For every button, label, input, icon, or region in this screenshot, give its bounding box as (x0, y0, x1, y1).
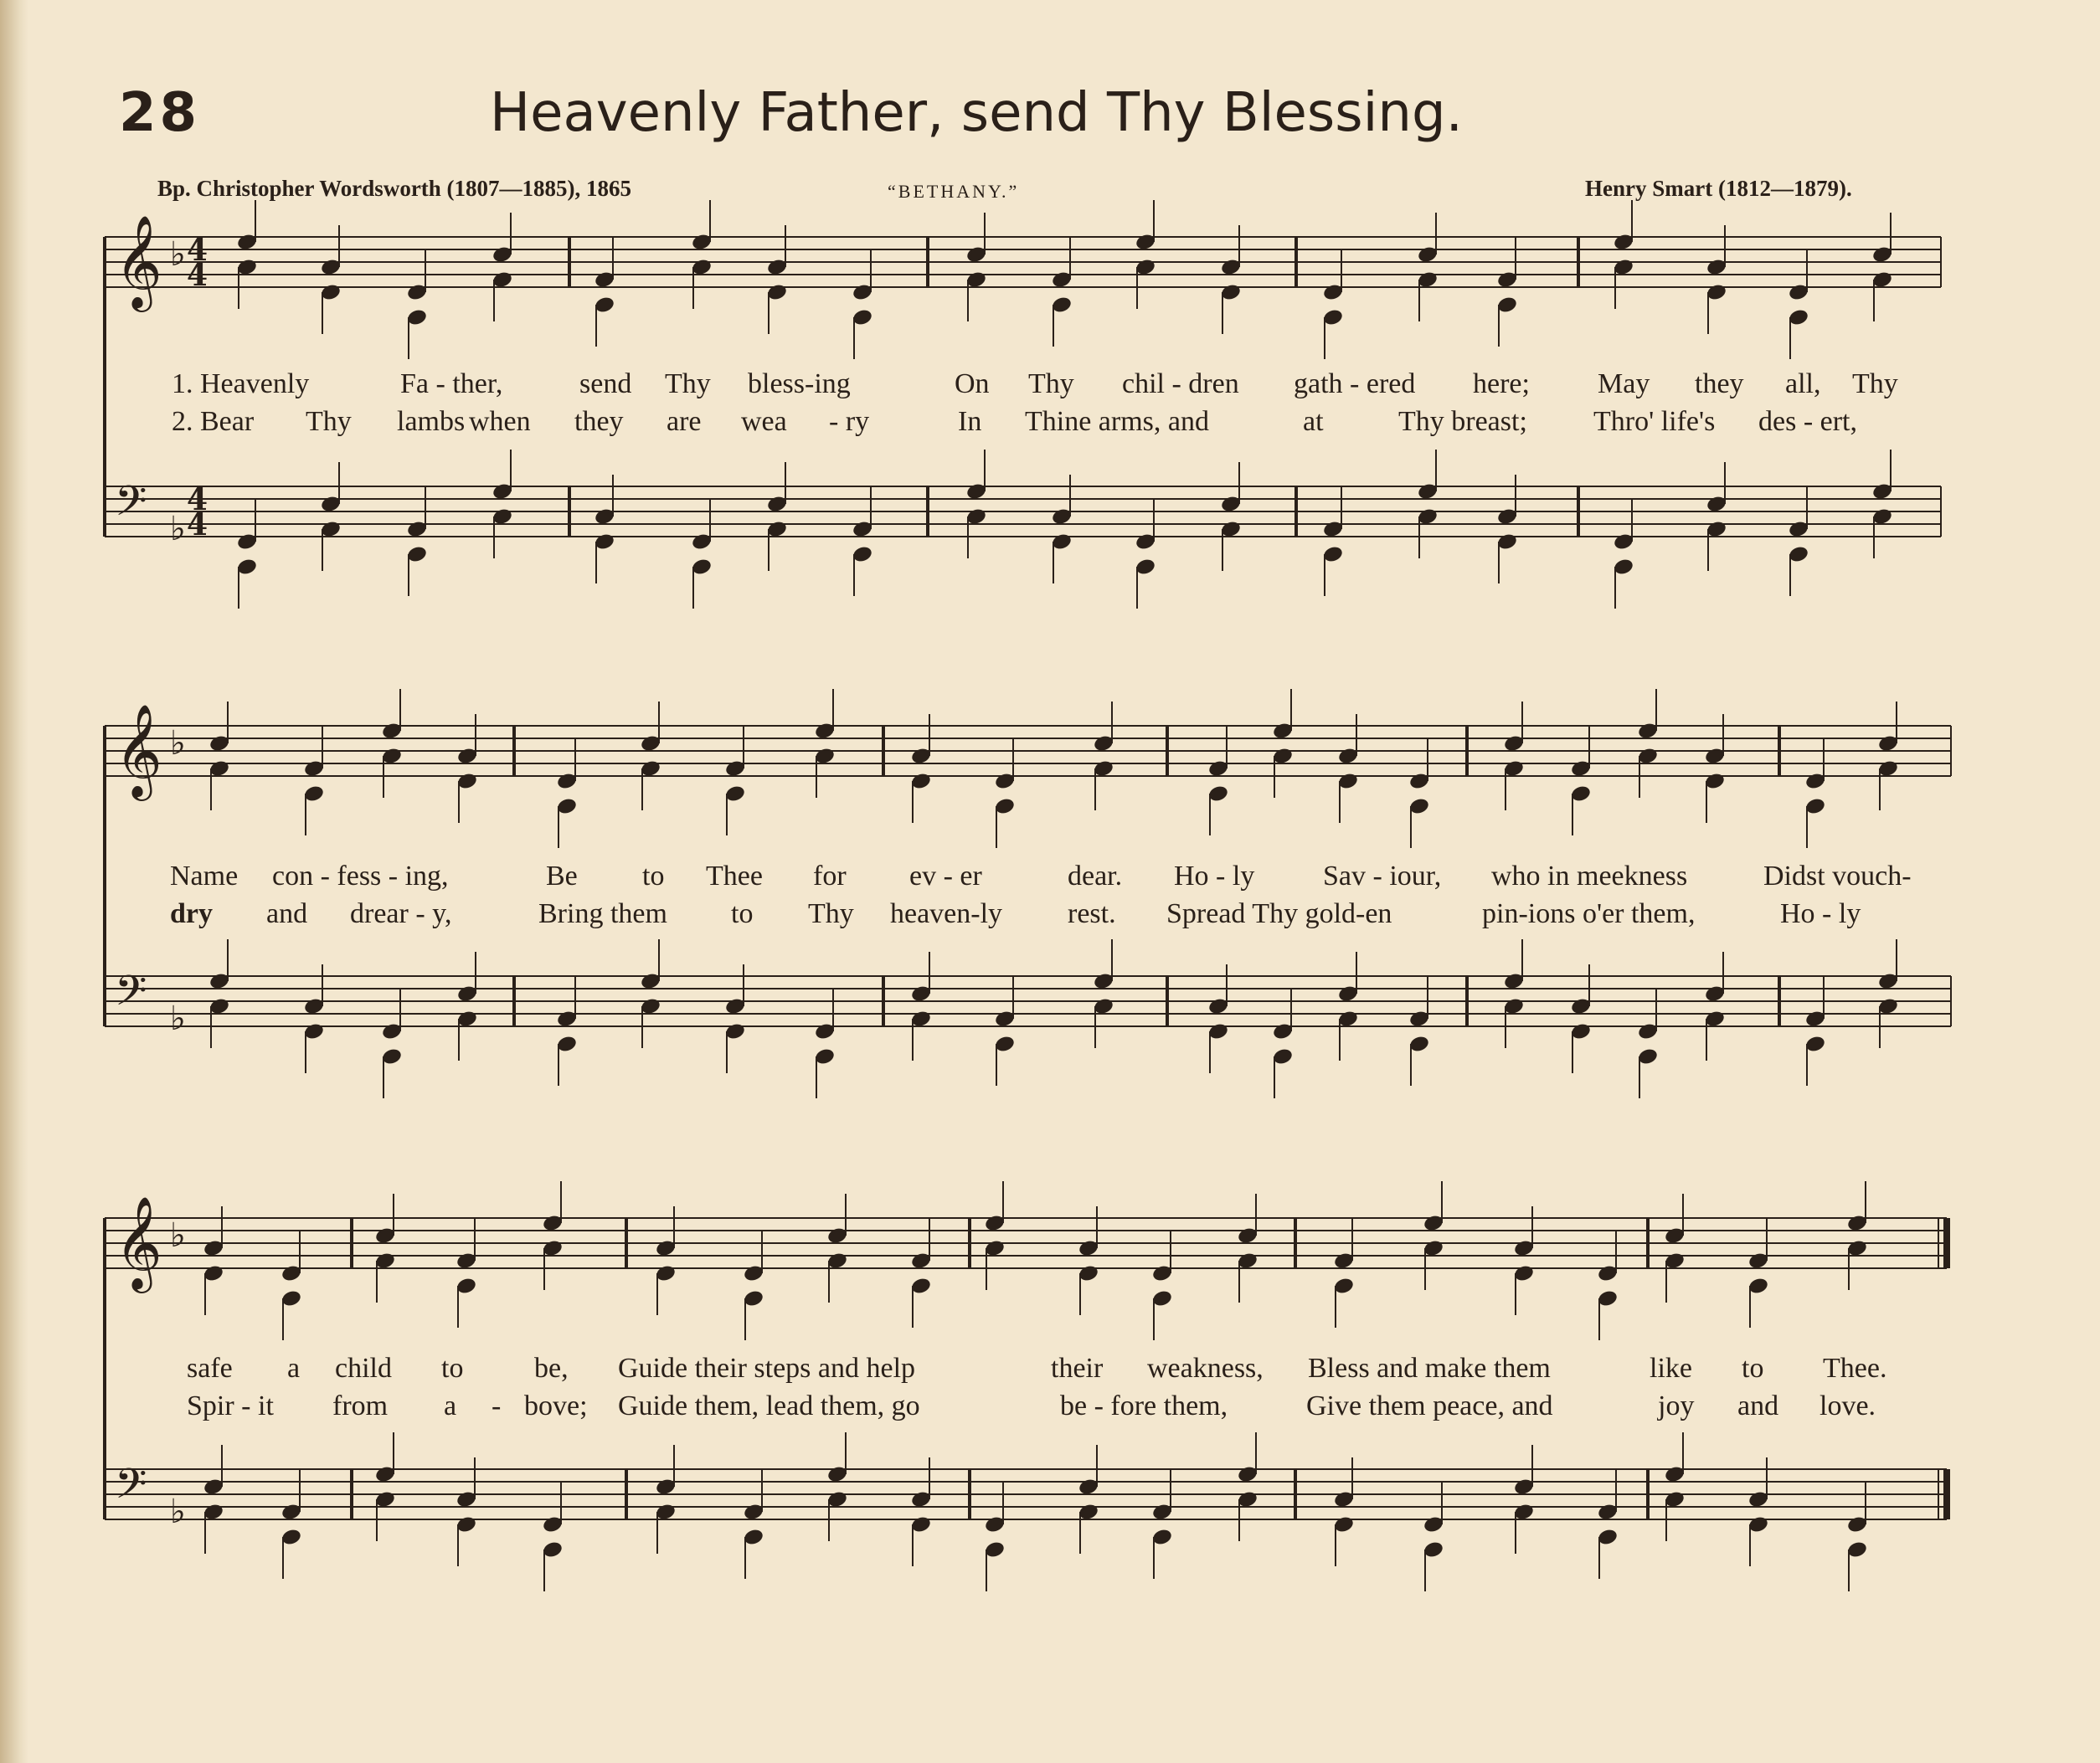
lyric-word: bove; (524, 1390, 588, 1421)
lyric-word: Thro' life's (1593, 406, 1716, 437)
lyric-word: In (958, 406, 982, 437)
lyric-word: like (1650, 1353, 1692, 1384)
lyric-word: when (469, 406, 531, 437)
treble-clef: 𝄞 (115, 1195, 162, 1289)
bass-clef: 𝄢 (115, 477, 147, 536)
lyric-word: dry (170, 898, 213, 929)
lyric-word: all, (1785, 368, 1821, 399)
tune-name: “BETHANY.” (888, 181, 1020, 202)
key-signature-flat: ♭ (170, 724, 186, 763)
lyric-word: - (492, 1390, 502, 1421)
lyric-word: love. (1819, 1390, 1876, 1421)
treble-clef: 𝄞 (115, 214, 162, 308)
lyric-word: - ry (829, 406, 870, 437)
hymn-number: 28 (119, 82, 201, 144)
time-signature: 4 (187, 258, 208, 293)
lyric-word: from (332, 1390, 389, 1421)
lyric-word: send (579, 368, 632, 399)
lyric-word: Sav - iour, (1323, 861, 1442, 892)
lyric-word: On (955, 368, 990, 399)
lyric-word: Didst vouch- (1763, 861, 1912, 892)
lyric-word: for (813, 861, 847, 892)
lyric-word: des - ert, (1758, 406, 1858, 437)
lyric-word: a (287, 1353, 301, 1384)
time-signature: 4 (187, 482, 208, 517)
lyric-word: Guide their steps and help (618, 1353, 916, 1384)
lyric-word: here; (1473, 368, 1530, 399)
key-signature-flat: ♭ (170, 510, 186, 548)
lyric-word: Bless and make them (1308, 1353, 1551, 1384)
lyric-word: Thy (306, 406, 352, 437)
system-3-verse-2 (0, 1390, 2100, 1427)
lyric-word: May (1598, 368, 1650, 399)
key-signature-flat: ♭ (170, 1000, 186, 1038)
time-signature: 4 (187, 507, 208, 542)
bass-clef: 𝄢 (115, 1460, 147, 1519)
lyric-word: Give them peace, and (1306, 1390, 1553, 1421)
lyric-word: to (642, 861, 665, 892)
lyric-word: Thy (808, 898, 854, 929)
lyric-word: their (1051, 1353, 1104, 1384)
key-signature-flat: ♭ (170, 1493, 186, 1531)
lyric-word: Thy (1852, 368, 1898, 399)
lyric-word: to (1742, 1353, 1764, 1384)
lyric-word: Bring them (538, 898, 667, 929)
lyric-word: Spir - it (187, 1390, 274, 1421)
treble-clef: 𝄞 (115, 703, 162, 797)
lyric-word: Thee (706, 861, 763, 892)
lyric-word: ev - er (909, 861, 982, 892)
author-credit: Bp. Christopher Wordsworth (1807—1885), 1865 (157, 176, 632, 201)
lyric-word: joy (1658, 1390, 1695, 1421)
lyric-word: bless-ing (748, 368, 851, 399)
system-1-verse-2 (0, 406, 2100, 443)
hymn-title: Heavenly Father, send Thy Blessing. (490, 82, 1463, 144)
lyric-word: Thee. (1823, 1353, 1887, 1384)
key-signature-flat: ♭ (170, 1216, 186, 1255)
lyric-word: Spread Thy gold-en (1166, 898, 1392, 929)
lyric-word: Ho - ly (1780, 898, 1861, 929)
lyric-word: gath - ered (1294, 368, 1416, 399)
lyric-word: be - fore them, (1060, 1390, 1228, 1421)
lyric-word: 2. Bear (172, 406, 255, 437)
lyric-word: Fa - ther, (400, 368, 503, 399)
lyric-word: they (574, 406, 624, 437)
lyric-word: weakness, (1147, 1353, 1264, 1384)
lyric-word: drear - y, (350, 898, 452, 929)
lyric-word: at (1303, 406, 1324, 437)
lyric-word: and (266, 898, 308, 929)
lyric-word: Guide them, lead them, go (618, 1390, 920, 1421)
lyric-word: 1. Heavenly (172, 368, 310, 399)
lyric-word: con - fess - ing, (272, 861, 449, 892)
lyric-word: safe (187, 1353, 233, 1384)
system-3-verse-1 (0, 1353, 2100, 1390)
lyric-word: Name (170, 861, 239, 892)
system-1-verse-1 (0, 368, 2100, 405)
lyric-word: who in meekness (1491, 861, 1688, 892)
lyric-word: Thy (1028, 368, 1074, 399)
lyric-word: Thine arms, and (1025, 406, 1209, 437)
composer-credit: Henry Smart (1812—1879). (1585, 176, 1852, 201)
system-2-verse-2 (0, 898, 2100, 935)
lyric-word: heaven-ly (890, 898, 1003, 929)
lyric-word: they (1695, 368, 1744, 399)
bass-clef: 𝄢 (115, 967, 147, 1025)
lyric-word: be, (534, 1353, 569, 1384)
lyric-word: child (335, 1353, 392, 1384)
lyric-word: are (667, 406, 702, 437)
lyric-word: lambs (397, 406, 466, 437)
lyric-word: rest. (1068, 898, 1116, 929)
lyric-word: chil - dren (1122, 368, 1239, 399)
lyric-word: Thy (665, 368, 711, 399)
lyric-word: Be (546, 861, 578, 892)
lyric-word: dear. (1068, 861, 1123, 892)
lyric-word: to (441, 1353, 464, 1384)
lyric-word: to (731, 898, 754, 929)
lyric-word: and (1737, 1390, 1779, 1421)
system-2-verse-1 (0, 861, 2100, 897)
lyric-word: wea (741, 406, 787, 437)
lyric-word: Ho - ly (1174, 861, 1255, 892)
lyric-word: Thy breast; (1398, 406, 1527, 437)
key-signature-flat: ♭ (170, 235, 186, 274)
lyric-word: pin-ions o'er them, (1482, 898, 1696, 929)
lyric-word: a (444, 1390, 457, 1421)
time-signature: 4 (187, 233, 208, 268)
